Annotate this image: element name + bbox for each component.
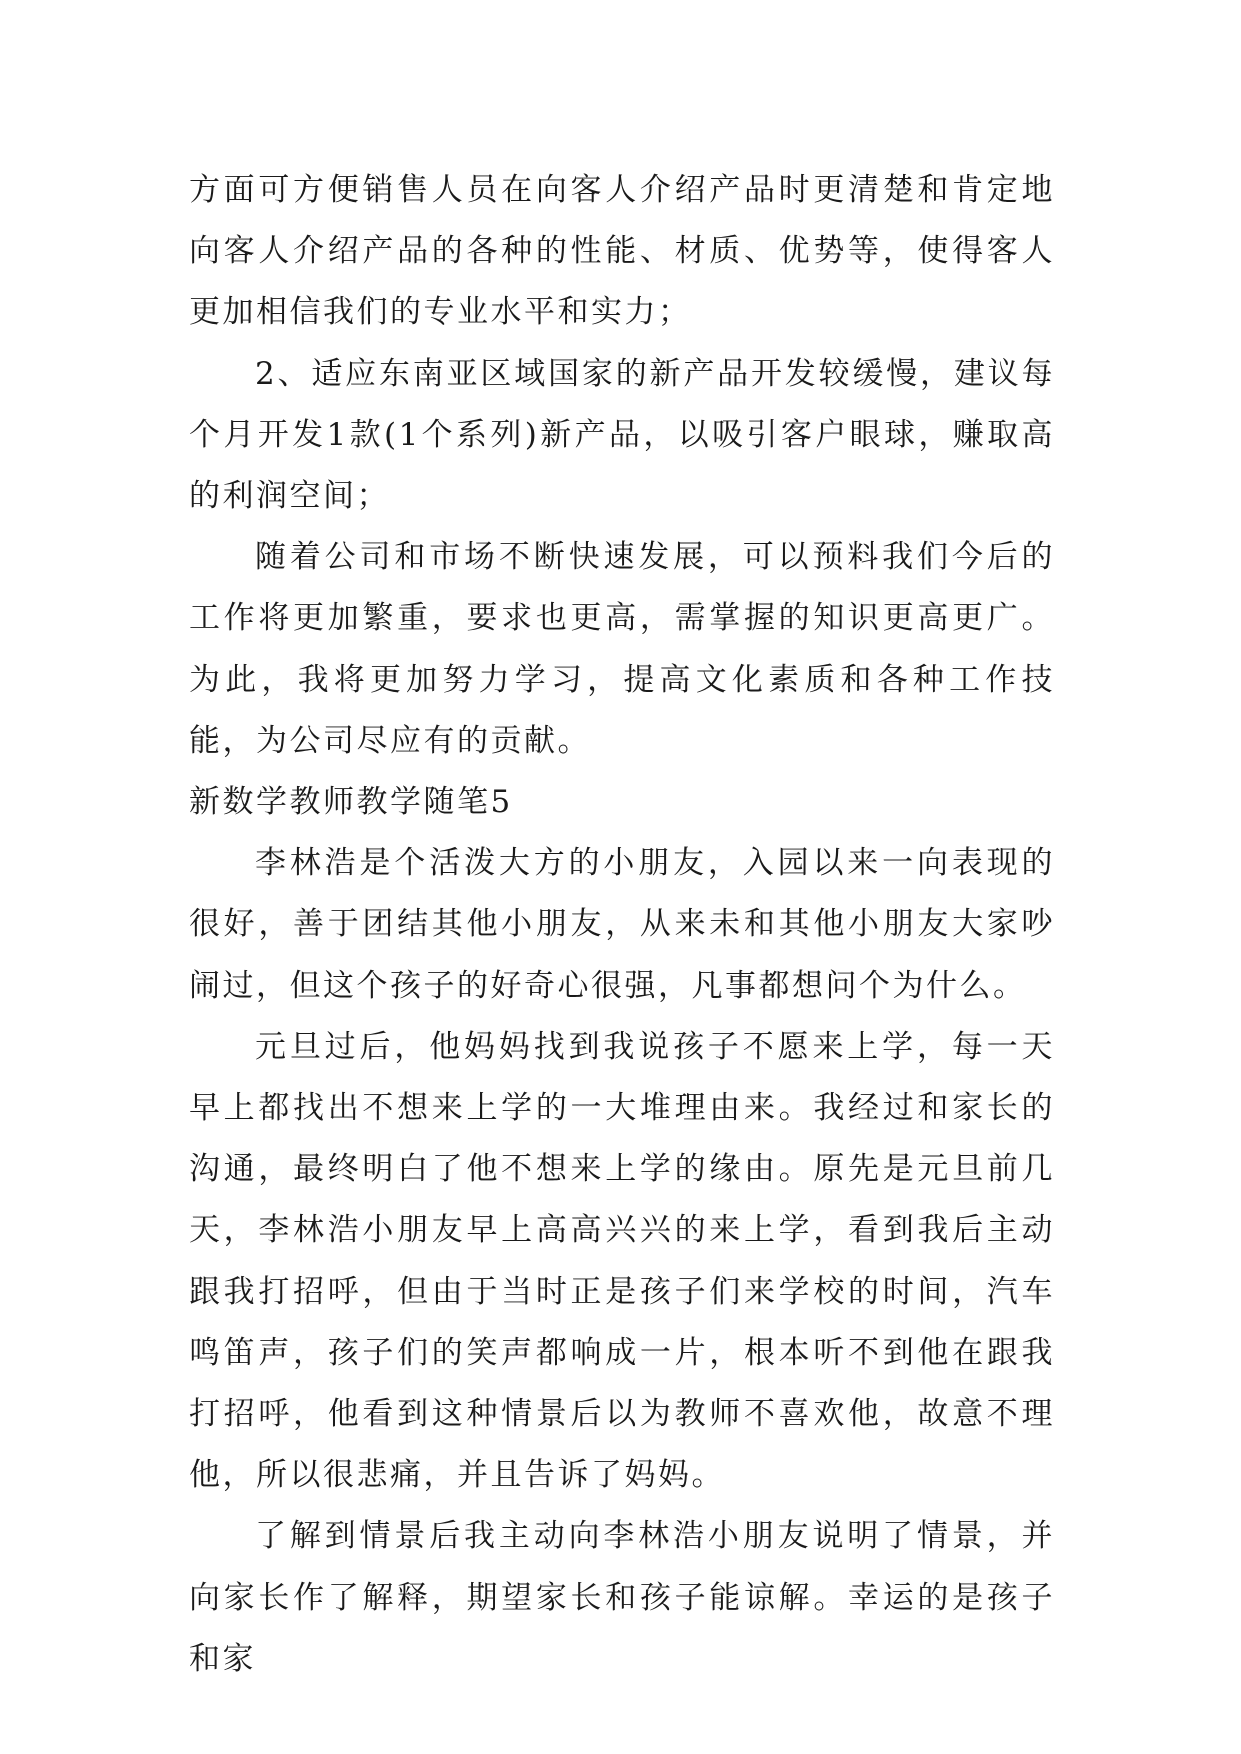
paragraph-resolution: 了解到情景后我主动向李林浩小朋友说明了情景，并向家长作了解释，期望家长和孩子能谅解。幸运的是孩子和家: [189, 1518, 1055, 1677]
paragraph-student-intro: 李林浩是个活泼大方的小朋友，入园以来一向表现的很好，善于团结其他小朋友，从来未和其他小朋友大家吵闹过，但这个孩子的好奇心很强，凡事都想问个为什么。: [189, 845, 1055, 1004]
paragraph-incident: 元旦过后，他妈妈找到我说孩子不愿来上学，每一天早上都找出不想来上学的一大堆理由来。我经过和家长的沟通，最终明白了他不想来上学的缘由。原先是元旦前几天，李林浩小朋友早上高高兴兴的来上学，看到我后主动跟我打招呼，但由于当时正是孩子们来学校的时间，汽车鸣笛声，孩子们的笑声都响成一片，根本听不到他在跟我打招呼，他看到这种情景后以为教师不喜欢他，故意不理他，所以很悲痛，并且告诉了妈妈。: [189, 1028, 1055, 1494]
paragraph-continuation: 方面可方便销售人员在向客人介绍产品时更清楚和肯定地向客人介绍产品的各种的性能、材质、优势等，使得客人更加相信我们的专业水平和实力；: [189, 172, 1055, 331]
paragraph-outlook: 随着公司和市场不断快速发展，可以预料我们今后的工作将更加繁重，要求也更高，需掌握的知识更高更广。为此，我将更加努力学习，提高文化素质和各种工作技能，为公司尽应有的贡献。: [189, 539, 1055, 759]
paragraph-suggestion-2: 2、适应东南亚区域国家的新产品开发较缓慢，建议每个月开发1款(1个系列)新产品，以吸引客户眼球，赚取高的利润空间；: [189, 355, 1055, 515]
document-body: [189, 160, 1055, 1690]
section-title: 新数学教师教学随笔5: [189, 784, 513, 821]
